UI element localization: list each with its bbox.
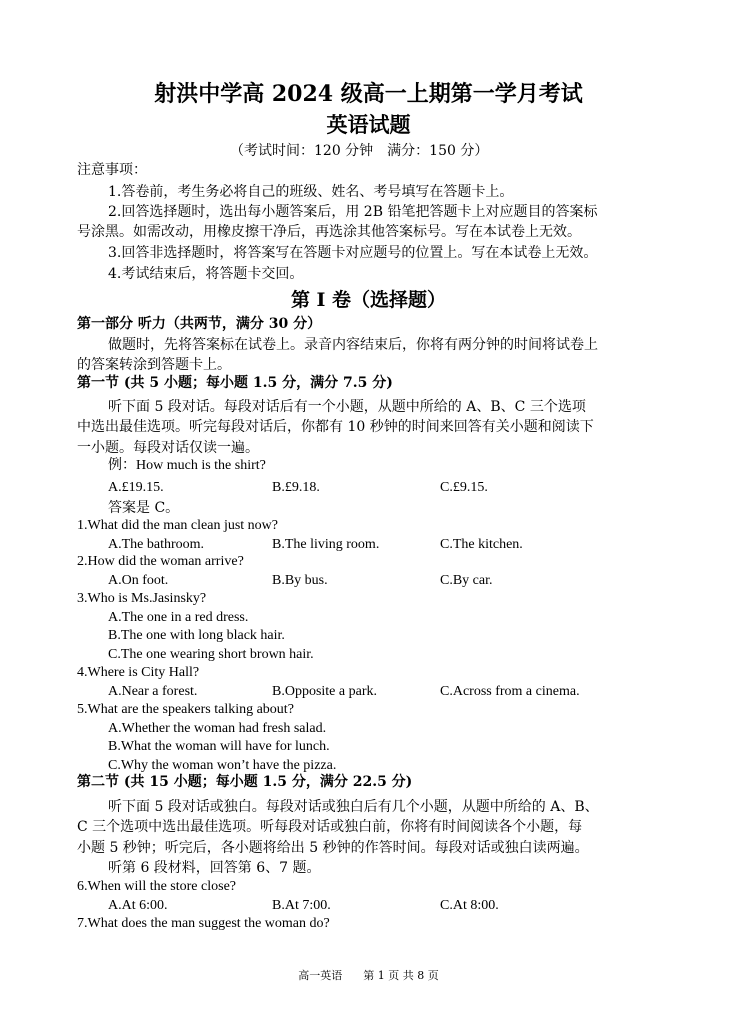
question-4-option-b: B.Opposite a park. (272, 684, 377, 699)
footer-page-suffix: 页 (427, 969, 439, 982)
question-6-option-a: A.At 6:00. (108, 898, 168, 913)
note-item-4: 4.考试结束后，将答题卡交回。 (108, 266, 304, 282)
part1-heading: 第一部分 听力（共两节，满分 30 分） (77, 316, 322, 332)
question-5-option-a: A.Whether the woman had fresh salad. (108, 721, 327, 736)
section2-heading: 第二节 (共 15 小题；每小题 1.5 分，满分 22.5 分) (77, 774, 413, 790)
question-2-option-b: B.By bus. (272, 573, 328, 588)
section1-intro-line-2: 中选出最佳选项。听完每段对话后，你都有 10 秒钟的时间来回答有关小题和阅读下 (77, 419, 594, 435)
note-item-1: 1.答卷前，考生务必将自己的班级、姓名、考号填写在答题卡上。 (108, 184, 514, 200)
section2-material-note: 听第 6 段材料，回答第 6、7 题。 (108, 860, 321, 876)
section2-intro-line-2: C 三个选项中选出最佳选项。听每段对话或独白前，你将有时间阅读各个小题，每 (77, 819, 583, 835)
example-option-c: C.£9.15. (440, 480, 488, 495)
note-item-2-line-2: 号涂黑。如需改动，用橡皮擦干净后，再选涂其他答案标号。写在本试卷上无效。 (77, 224, 581, 240)
footer-subject: 高一英语 (298, 969, 343, 982)
exam-info: （考试时间：120 分钟 满分：150 分） (230, 143, 489, 159)
question-1-option-b: B.The living room. (272, 537, 380, 552)
question-3-option-b: B.The one with long black hair. (108, 628, 285, 643)
question-2-option-c: C.By car. (440, 573, 493, 588)
footer-page-mid: 页 共 (388, 969, 414, 982)
question-5-stem: 5.What are the speakers talking about? (77, 702, 294, 717)
notes-heading: 注意事项： (77, 162, 147, 178)
question-5-option-b: B.What the woman will have for lunch. (108, 739, 330, 754)
question-3-option-a: A.The one in a red dress. (108, 610, 249, 625)
example-answer: 答案是 C。 (108, 500, 180, 516)
question-6-option-b: B.At 7:00. (272, 898, 331, 913)
footer-page-prefix: 第 (363, 969, 375, 982)
example-option-a: A.£19.15. (108, 480, 164, 495)
exam-subtitle: 英语试题 (326, 112, 411, 137)
question-6-option-c: C.At 8:00. (440, 898, 499, 913)
volume-title: 第 I 卷（选择题） (290, 289, 447, 311)
question-1-stem: 1.What did the man clean just now? (77, 518, 278, 533)
question-6-stem: 6.When will the store close? (77, 879, 237, 894)
question-4-stem: 4.Where is City Hall? (77, 665, 200, 680)
part1-intro-line-1: 做题时，先将答案标在试卷上。录音内容结束后，你将有两分钟的时间将试卷上 (108, 337, 598, 353)
section2-intro-line-3: 小题 5 秒钟；听完后，各小题将给出 5 秒钟的作答时间。每段对话或独白读两遍。 (77, 840, 589, 856)
question-4-option-c: C.Across from a cinema. (440, 684, 580, 699)
question-1-option-c: C.The kitchen. (440, 537, 523, 552)
example-option-b: B.£9.18. (272, 480, 320, 495)
question-3-option-c: C.The one wearing short brown hair. (108, 647, 314, 662)
note-item-2-line-1: 2.回答选择题时，选出每小题答案后，用 2B 铅笔把答题卡上对应题目的答案标 (108, 204, 598, 220)
question-5-option-c: C.Why the woman won’t have the pizza. (108, 758, 337, 773)
question-4-option-a: A.Near a forest. (108, 684, 198, 699)
section2-intro-line-1: 听下面 5 段对话或独白。每段对话或独白后有几个小题，从题中所给的 A、B、 (108, 799, 599, 815)
note-item-3: 3.回答非选择题时，将答案写在答题卡对应题号的位置上。写在本试卷上无效。 (108, 245, 598, 261)
example-question: 例：How much is the shirt? (108, 458, 266, 473)
page-footer (0, 967, 737, 983)
exam-title: 射洪中学高 2024 级高一上期第一学月考试 (154, 81, 583, 107)
question-3-stem: 3.Who is Ms.Jasinsky? (77, 591, 207, 606)
question-1-option-a: A.The bathroom. (108, 537, 205, 552)
footer-page-number: 1 (377, 969, 385, 982)
question-7-stem: 7.What does the man suggest the woman do? (77, 916, 330, 931)
question-2-stem: 2.How did the woman arrive? (77, 554, 244, 569)
footer-page-total: 8 (417, 969, 425, 982)
question-2-option-a: A.On foot. (108, 573, 169, 588)
part1-intro-line-2: 的答案转涂到答题卡上。 (77, 357, 231, 373)
section1-heading: 第一节 (共 5 小题；每小题 1.5 分，满分 7.5 分) (77, 375, 393, 391)
section1-intro-line-1: 听下面 5 段对话。每段对话后有一个小题，从题中所给的 A、B、C 三个选项 (108, 399, 586, 415)
section1-intro-line-3: 一小题。每段对话仅读一遍。 (77, 440, 259, 456)
